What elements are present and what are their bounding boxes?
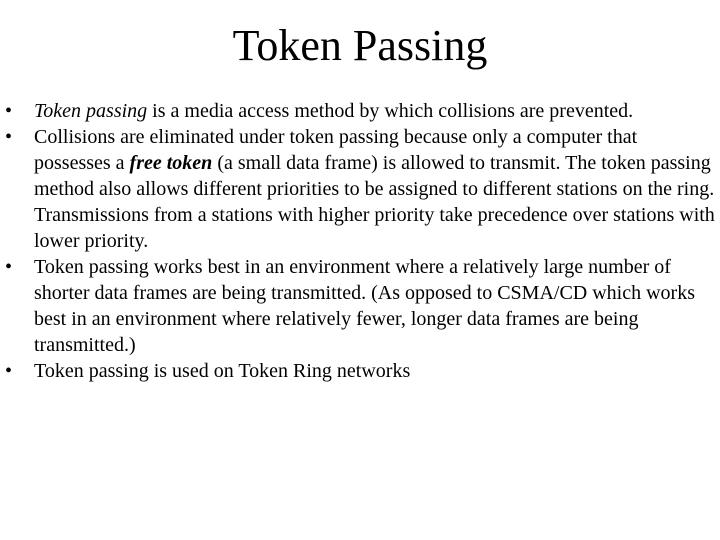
bullet-dot-icon: • [5,256,13,278]
bullet-2-text-end: (a small data frame) is allowed to transmit. The token passing method also allows different priorities to be assigned to different stations on the ring. Transmissions from a stations with higher priority take precedence over stations with lower priority. [34,152,715,252]
bullet-item-1 [0,98,720,124]
bullet-item-3 [0,254,720,358]
bullet-2-emphasis: free token [129,152,213,174]
bullet-item-2 [0,124,720,254]
bullet-2-text-start: Collisions are eliminated under token passing because only a computer that possesses a [34,126,638,174]
bullet-dot-icon: • [5,126,13,148]
bullet-3-text: Token passing works best in an environment where a relatively large number of shorter data frames are being transmitted. (As opposed to CSMA/CD which works best in an environment where relatively fewer, longer data frames are being transmitted.) [34,256,695,356]
slide-title: Token Passing [232,21,488,70]
bullet-4-text: Token passing is used on Token Ring networks [34,360,411,382]
bullet-1-text: is a media access method by which collisions are prevented. [147,100,634,122]
bullet-1-emphasis: Token passing [34,100,148,122]
bullet-item-4 [0,358,720,384]
bullet-dot-icon: • [5,100,13,122]
bullet-list [0,98,720,384]
bullet-dot-icon: • [5,360,13,382]
